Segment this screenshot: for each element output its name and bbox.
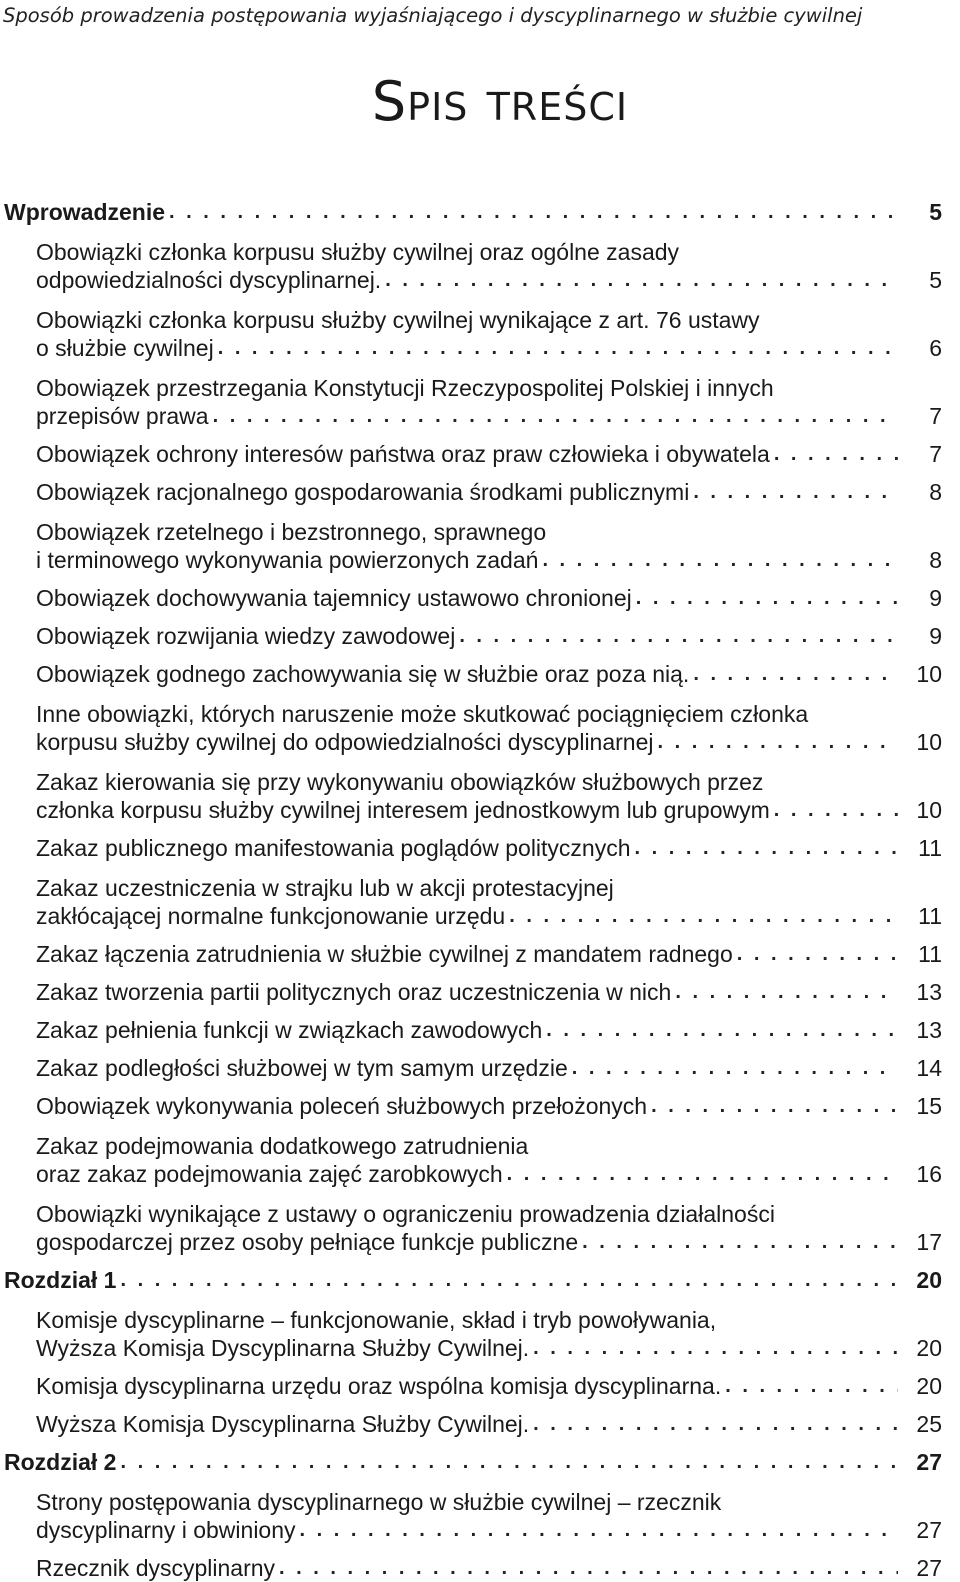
toc-page-number: 11 bbox=[918, 903, 942, 929]
toc-page-number: 16 bbox=[916, 1161, 942, 1187]
toc-page-number: 17 bbox=[916, 1229, 942, 1255]
dot-leader bbox=[658, 728, 899, 756]
toc-entry-title-line1: Obowiązki wynikające z ustawy o ograniczeniu prowadzenia działalności bbox=[36, 1201, 775, 1227]
toc-section-entry[interactable] bbox=[0, 1372, 960, 1400]
dot-leader bbox=[693, 660, 898, 688]
toc-section-entry[interactable] bbox=[0, 1092, 960, 1120]
toc-entry-title: o służbie cywilnej bbox=[36, 335, 214, 361]
dot-leader bbox=[725, 1372, 898, 1400]
toc-section-entry[interactable] bbox=[0, 768, 960, 824]
toc-page-number: 8 bbox=[929, 547, 942, 573]
toc-section-entry[interactable] bbox=[0, 1554, 960, 1582]
dot-leader bbox=[509, 902, 898, 930]
toc-entry-title: Rozdział 2 bbox=[4, 1449, 117, 1475]
toc-entry-title-line1: Strony postępowania dyscyplinarnego w służbie cywilnej – rzecznik bbox=[36, 1489, 722, 1515]
toc-entry-title: Obowiązek dochowywania tajemnicy ustawowo chronionej bbox=[36, 585, 632, 611]
toc-entry-title-line1: Obowiązek rzetelnego i bezstronnego, sprawnego bbox=[36, 519, 547, 545]
toc-entry-title: Wyższa Komisja Dyscyplinarna Służby Cywilnej. bbox=[36, 1411, 530, 1437]
toc-entry-title: korpusu służby cywilnej do odpowiedzialności dyscyplinarnej bbox=[36, 729, 654, 755]
toc-entry-title-line1: Obowiązki członka korpusu służby cywilnej wynikające z art. 76 ustawy bbox=[36, 307, 760, 333]
toc-page-number: 13 bbox=[916, 979, 942, 1005]
toc-entry-title-line1: Zakaz podejmowania dodatkowego zatrudnienia bbox=[36, 1133, 529, 1159]
toc-entry-title: Zakaz tworzenia partii politycznych oraz uczestniczenia w nich bbox=[36, 979, 672, 1005]
dot-leader bbox=[635, 834, 898, 862]
toc-entry-title: przepisów prawa bbox=[36, 403, 209, 429]
table-of-contents bbox=[0, 198, 960, 1582]
toc-page-number: 11 bbox=[918, 941, 942, 967]
toc-section-entry[interactable] bbox=[0, 834, 960, 862]
toc-entry-title: członka korpusu służby cywilnej interesem jednostkowym lub grupowym bbox=[36, 797, 770, 823]
toc-page-number: 5 bbox=[929, 267, 942, 293]
toc-entry-title: dyscyplinarny i obwiniony bbox=[36, 1517, 296, 1543]
toc-entry-title: Zakaz łączenia zatrudnienia w służbie cywilnej z mandatem radnego bbox=[36, 941, 733, 967]
dot-leader bbox=[774, 440, 898, 468]
toc-page-number: 25 bbox=[916, 1411, 942, 1437]
dot-leader bbox=[300, 1516, 898, 1544]
toc-section-entry[interactable] bbox=[0, 306, 960, 362]
toc-page-number: 20 bbox=[916, 1267, 942, 1293]
toc-entry-title-line1: Zakaz kierowania się przy wykonywaniu obowiązków służbowych przez bbox=[36, 769, 764, 795]
dot-leader bbox=[507, 1160, 898, 1188]
toc-section-entry[interactable] bbox=[0, 700, 960, 756]
toc-section-entry[interactable] bbox=[0, 1132, 960, 1188]
toc-entry-title-line1: Inne obowiązki, których naruszenie może skutkować pociągnięciem członka bbox=[36, 701, 809, 727]
toc-entry-title: Obowiązek ochrony interesów państwa oraz praw człowieka i obywatela bbox=[36, 441, 770, 467]
toc-entry-title: Rozdział 1 bbox=[4, 1267, 117, 1293]
toc-section-entry[interactable] bbox=[0, 1016, 960, 1044]
running-header: Sposób prowadzenia postępowania wyjaśniającego i dyscyplinarnego w służbie cywilnej bbox=[3, 4, 863, 27]
toc-entry-title: Wprowadzenie bbox=[4, 199, 166, 225]
toc-page-number: 13 bbox=[916, 1017, 942, 1043]
dot-leader bbox=[737, 940, 898, 968]
dot-leader bbox=[693, 478, 898, 506]
dot-leader bbox=[120, 1448, 898, 1476]
toc-section-entry[interactable] bbox=[0, 238, 960, 294]
toc-section-entry[interactable] bbox=[0, 660, 960, 688]
dot-leader bbox=[533, 1410, 898, 1438]
toc-entry-title-line1: Zakaz uczestniczenia w strajku lub w akcji protestacyjnej bbox=[36, 875, 614, 901]
toc-entry-title: Obowiązek wykonywania poleceń służbowych przełożonych bbox=[36, 1093, 648, 1119]
toc-page-number: 20 bbox=[916, 1335, 942, 1361]
toc-entry-title: Obowiązek godnego zachowywania się w służbie oraz poza nią. bbox=[36, 661, 690, 687]
toc-page-number: 5 bbox=[929, 199, 942, 225]
toc-entry-title: Zakaz pełnienia funkcji w związkach zawodowych bbox=[36, 1017, 543, 1043]
toc-section-entry[interactable] bbox=[0, 1306, 960, 1362]
toc-entry-title: gospodarczej przez osoby pełniące funkcje publiczne bbox=[36, 1229, 579, 1255]
toc-entry-title: oraz zakaz podejmowania zajęć zarobkowych bbox=[36, 1161, 503, 1187]
toc-page-number: 27 bbox=[916, 1555, 942, 1581]
toc-entry-title: zakłócającej normalne funkcjonowanie urzędu bbox=[36, 903, 506, 929]
toc-entry-title: Zakaz publicznego manifestowania poglądów politycznych bbox=[36, 835, 631, 861]
dot-leader bbox=[546, 1016, 898, 1044]
dot-leader bbox=[774, 796, 898, 824]
toc-page-number: 14 bbox=[916, 1055, 942, 1081]
dot-leader bbox=[675, 978, 898, 1006]
page-title: Spis treści bbox=[371, 70, 629, 133]
dot-leader bbox=[218, 334, 898, 362]
toc-page-number: 7 bbox=[929, 441, 942, 467]
toc-page-number: 6 bbox=[929, 335, 942, 361]
toc-entry-title: Rzecznik dyscyplinarny bbox=[36, 1555, 276, 1581]
toc-entry-title-line1: Obowiązek przestrzegania Konstytucji Rzeczypospolitej Polskiej i innych bbox=[36, 375, 774, 401]
toc-page-number: 15 bbox=[916, 1093, 942, 1119]
toc-section-entry[interactable] bbox=[0, 374, 960, 430]
toc-entry-title: i terminowego wykonywania powierzonych zadań bbox=[36, 547, 539, 573]
toc-chapter-entry[interactable] bbox=[0, 1448, 960, 1476]
toc-section-entry[interactable] bbox=[0, 1488, 960, 1544]
toc-section-entry[interactable] bbox=[0, 478, 960, 506]
toc-entry-title-line1: Komisje dyscyplinarne – funkcjonowanie, skład i tryb powoływania, bbox=[36, 1307, 717, 1333]
toc-page-number: 20 bbox=[916, 1373, 942, 1399]
dot-leader bbox=[572, 1054, 898, 1082]
toc-section-entry[interactable] bbox=[0, 1054, 960, 1082]
dot-leader bbox=[385, 266, 898, 294]
toc-section-entry[interactable] bbox=[0, 1410, 960, 1438]
toc-section-entry[interactable] bbox=[0, 1200, 960, 1256]
toc-entry-title: Komisja dyscyplinarna urzędu oraz wspólna komisja dyscyplinarna. bbox=[36, 1373, 722, 1399]
toc-page-number: 10 bbox=[916, 661, 942, 687]
toc-entry-title: Zakaz podległości służbowej w tym samym urzędzie bbox=[36, 1055, 568, 1081]
toc-section-entry[interactable] bbox=[0, 978, 960, 1006]
toc-page-number: 9 bbox=[929, 585, 942, 611]
dot-leader bbox=[279, 1554, 898, 1582]
toc-chapter-entry[interactable] bbox=[0, 198, 960, 226]
toc-section-entry[interactable] bbox=[0, 584, 960, 612]
toc-section-entry[interactable] bbox=[0, 622, 960, 650]
toc-page-number: 10 bbox=[916, 729, 942, 755]
toc-entry-title: Obowiązek racjonalnego gospodarowania środkami publicznymi bbox=[36, 479, 690, 505]
toc-page-number: 8 bbox=[929, 479, 942, 505]
toc-section-entry[interactable] bbox=[0, 440, 960, 468]
dot-leader bbox=[651, 1092, 898, 1120]
dot-leader bbox=[533, 1334, 898, 1362]
toc-entry-title: Wyższa Komisja Dyscyplinarna Służby Cywilnej. bbox=[36, 1335, 530, 1361]
toc-page-number: 9 bbox=[929, 623, 942, 649]
toc-page-number: 27 bbox=[916, 1517, 942, 1543]
toc-page-number: 11 bbox=[918, 835, 942, 861]
dot-leader bbox=[582, 1228, 898, 1256]
dot-leader bbox=[169, 198, 898, 226]
toc-entry-title-line1: Obowiązki członka korpusu służby cywilnej oraz ogólne zasady bbox=[36, 239, 680, 265]
dot-leader bbox=[213, 402, 898, 430]
toc-section-entry[interactable] bbox=[0, 940, 960, 968]
dot-leader bbox=[459, 622, 898, 650]
toc-page-number: 10 bbox=[916, 797, 942, 823]
toc-section-entry[interactable] bbox=[0, 874, 960, 930]
toc-page-number: 7 bbox=[929, 403, 942, 429]
toc-section-entry[interactable] bbox=[0, 518, 960, 574]
toc-entry-title: odpowiedzialności dyscyplinarnej. bbox=[36, 267, 382, 293]
dot-leader bbox=[542, 546, 898, 574]
dot-leader bbox=[120, 1266, 898, 1294]
toc-page-number: 27 bbox=[916, 1449, 942, 1475]
toc-entry-title: Obowiązek rozwijania wiedzy zawodowej bbox=[36, 623, 456, 649]
toc-chapter-entry[interactable] bbox=[0, 1266, 960, 1294]
dot-leader bbox=[636, 584, 898, 612]
